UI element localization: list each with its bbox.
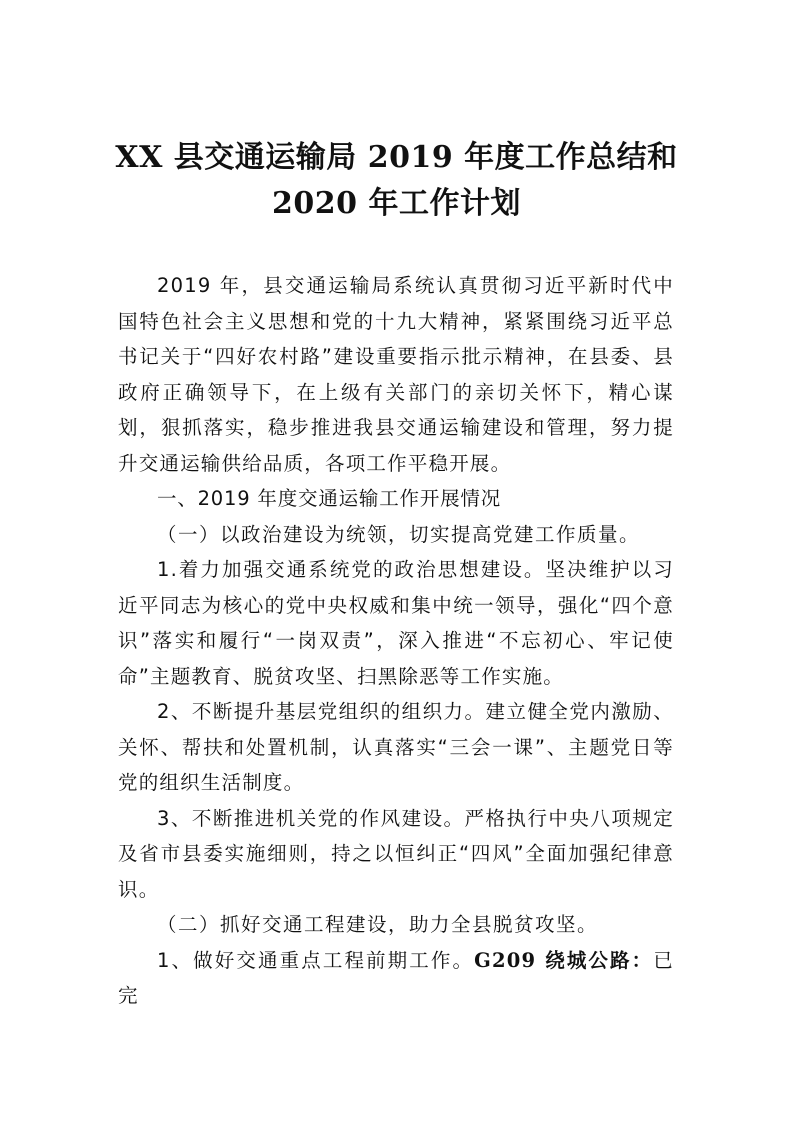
item-4-project-name: G209 绕城公路： xyxy=(474,948,654,972)
item-2-paragraph: 2、不断提升基层党组织的组织力。建立健全党内激励、关怀、帮扶和处置机制，认真落实“三会一课”、主题党日等党的组织生活制度。 xyxy=(118,700,674,794)
subsection-1-heading: （一）以政治建设为统领，切实提高党建工作质量。 xyxy=(157,522,641,546)
document-body xyxy=(118,268,674,1014)
item-3-paragraph: 3、不断推进机关党的作风建设。严格执行中央八项规定及省市县委实施细则，持之以恒纠正“四风”全面加强纪律意识。 xyxy=(118,806,674,901)
subsection-2-heading: （二）抓好交通工程建设，助力全县脱贫攻坚。 xyxy=(157,913,599,936)
item-4-prefix: 1、做好交通重点工程前期工作。 xyxy=(157,948,475,972)
item-4-suffix: 已完 xyxy=(118,948,674,1007)
document-title-line-1: XX 县交通运输局 2019 年度工作总结和 xyxy=(115,140,678,175)
section-1-heading: 一、2019 年度交通运输工作开展情况 xyxy=(157,487,502,510)
item-4-paragraph xyxy=(118,943,674,1014)
document-title-line-2: 2020 年工作计划 xyxy=(272,186,521,221)
item-1-paragraph: 1.着力加强交通系统党的政治思想建设。坚决维护以习近平同志为核心的党中央权威和集中统一领导，强化“四个意识”落实和履行“一岗双责”，深入推进“不忘初心、牢记使命”主题教育、脱贫攻坚、扫黑除恶等工作实施。 xyxy=(118,558,674,688)
intro-paragraph: 2019 年，县交通运输局系统认真贯彻习近平新时代中国特色社会主义思想和党的十九大精神，紧紧围绕习近平总书记关于“四好农村路”建设重要指示批示精神，在县委、县政府正确领导下，在上级有关部门的亲切关怀下，精心谋划，狠抓落实，稳步推进我县交通运输建设和管理，努力提升交通运输供给品质，各项工作平稳开展。 xyxy=(118,274,674,475)
